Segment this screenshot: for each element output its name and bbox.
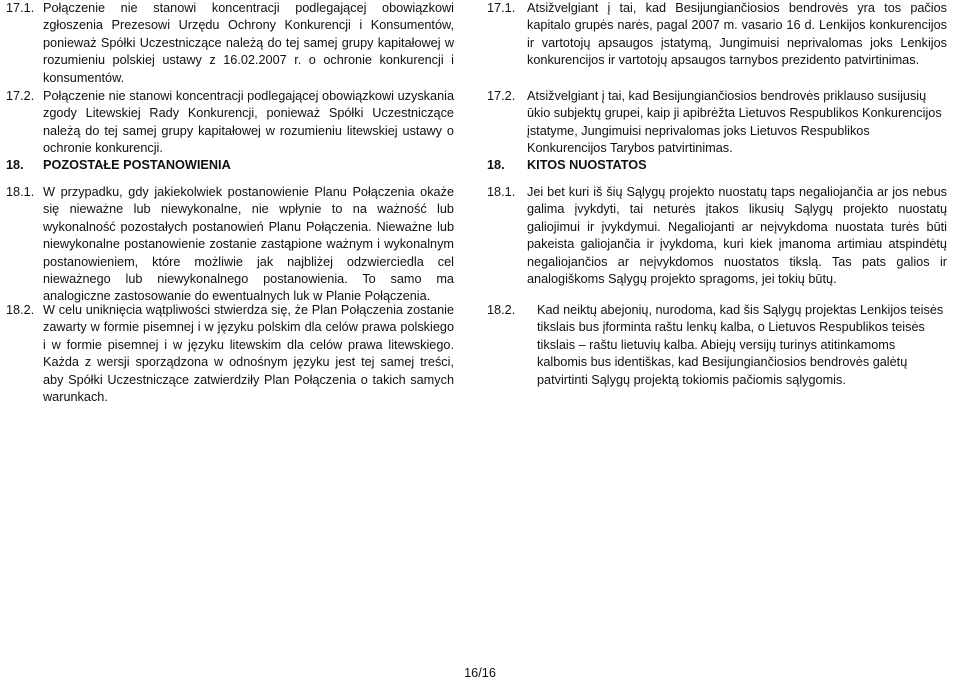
page-number <box>0 666 960 681</box>
paragraph-number: 18.1. <box>6 185 35 199</box>
paragraph-number: 18.2. <box>6 303 35 317</box>
paragraph-number: 17.1. <box>6 1 35 15</box>
section-heading-18-lt <box>487 157 947 174</box>
paragraph-number: 18.1. <box>487 185 516 199</box>
section-title: POZOSTAŁE POSTANOWIENIA <box>43 158 231 172</box>
section-number: 18. <box>6 158 24 172</box>
paragraph-text: W celu uniknięcia wątpliwości stwierdza się, że Plan Połączenia zostanie zawarty w formie pisemnej i w języku polskim dla celów prawa polskiego i w formie pisemnej i w języku litewskim dla celów prawa litewskiego. Każda z wersji sporządzona w odnośnym języku jest tej samej treści, aby Spółki Uczestniczące zatwierdziły Plan Połączenia o takich samych warunkach. <box>43 303 454 405</box>
paragraph-17-1-lt <box>487 0 947 70</box>
section-number: 18. <box>487 158 505 172</box>
paragraph-18-2-lt <box>487 302 947 389</box>
paragraph-text: Jei bet kuri iš šių Sąlygų projekto nuostatų taps negaliojančia ar jos nebus galima įvykdyti, tai neturės įtakos likusių Sąlygų projekto nuostatų galiojimui ir įvykdymui. Negaliojanti ar neįvykdoma nuostata turės būti pakeista galiojančia ir įvykdoma, kuri kiek įmanoma artimiau atspindėtų negaliojančios ar neįvykdomos nuostatos tikslą. Tas pats galios ir analogiškoms Sąlygų projekto spragoms, jei tokių būtų. <box>527 185 947 287</box>
paragraph-text: Atsižvelgiant į tai, kad Besijungiančiosios bendrovės yra tos pačios kapitalo grupės narės, pagal 2007 m. vasario 16 d. Lenkijos konkurencijos ir vartotojų apsaugos įstatymą, Jungimuisi neprivalomas joks Lenkijos konkurencijos ir vartotojų apsaugos tarnybos prezidento patvirtinimas. <box>527 1 947 68</box>
paragraph-number: 17.2. <box>487 89 516 103</box>
section-title: KITOS NUOSTATOS <box>527 158 647 172</box>
paragraph-text: Kad neiktų abejonių, nurodoma, kad šis Sąlygų projektas Lenkijos teisės tikslais bus įforminta raštu lenkų kalba, o Lietuvos Respublikos teisės tikslais – raštu lietuvių kalba. Abiejų versijų turinys atitinkamoms kalbomis bus identiškas, kad Besijungiančiosios bendrovės galėtų patvirtinti Sąlygų projektą tokiomis pačiomis sąlygomis. <box>537 303 944 387</box>
paragraph-17-2-lt <box>487 88 947 158</box>
paragraph-17-2-pl <box>6 88 454 158</box>
paragraph-text: Połączenie nie stanowi koncentracji podlegającej obowiązkowi zgłoszenia Prezesowi Urzędu Ochrony Konkurencji i Konsumentów, ponieważ Spółki Uczestniczące należą do tej samej grupy kapitałowej w rozumieniu polskiej ustawy z 16.02.2007 r. o ochronie konkurencji i konsumentów. <box>43 1 454 85</box>
paragraph-18-2-pl <box>6 302 454 406</box>
paragraph-17-1-pl <box>6 0 454 87</box>
paragraph-18-1-pl <box>6 184 454 306</box>
paragraph-number: 18.2. <box>487 303 516 317</box>
page-number-text: 16/16 <box>464 666 496 680</box>
paragraph-text: Atsižvelgiant į tai, kad Besijungiančiosios bendrovės priklauso susijusių ūkio subjektų grupei, kaip ji apibrėžta Lietuvos Respublikos Konkurencijos įstatyme, Jungimuisi neprivalomas joks Lietuvos Respublikos Konkurencijos Tarybos patvirtinimas. <box>527 89 942 156</box>
paragraph-text: Połączenie nie stanowi koncentracji podlegającej obowiązkowi uzyskania zgody Litewskiej Rady Konkurencji, ponieważ Spółki Uczestniczące należą do tej samej grupy kapitałowej w rozumieniu litewskiej ustawy o ochronie konkurencji. <box>43 89 454 156</box>
section-heading-18-pl <box>6 157 454 174</box>
paragraph-number: 17.2. <box>6 89 35 103</box>
paragraph-18-1-lt <box>487 184 947 288</box>
paragraph-number: 17.1. <box>487 1 516 15</box>
paragraph-text: W przypadku, gdy jakiekolwiek postanowienie Planu Połączenia okaże się nieważne lub niewykonalne, nie wpłynie to na ważność lub wykonalność pozostałych postanowień Planu Połączenia. Nieważne lub niewykonalne postanowienie zostanie zastąpione ważnym i wykonalnym postanowieniem, które możliwie jak najbliżej odzwierciedla cel nieważnego lub niewykonalnego postanowienia. To samo ma analogiczne zastosowanie do ewentualnych luk w Planie Połączenia. <box>43 185 454 304</box>
